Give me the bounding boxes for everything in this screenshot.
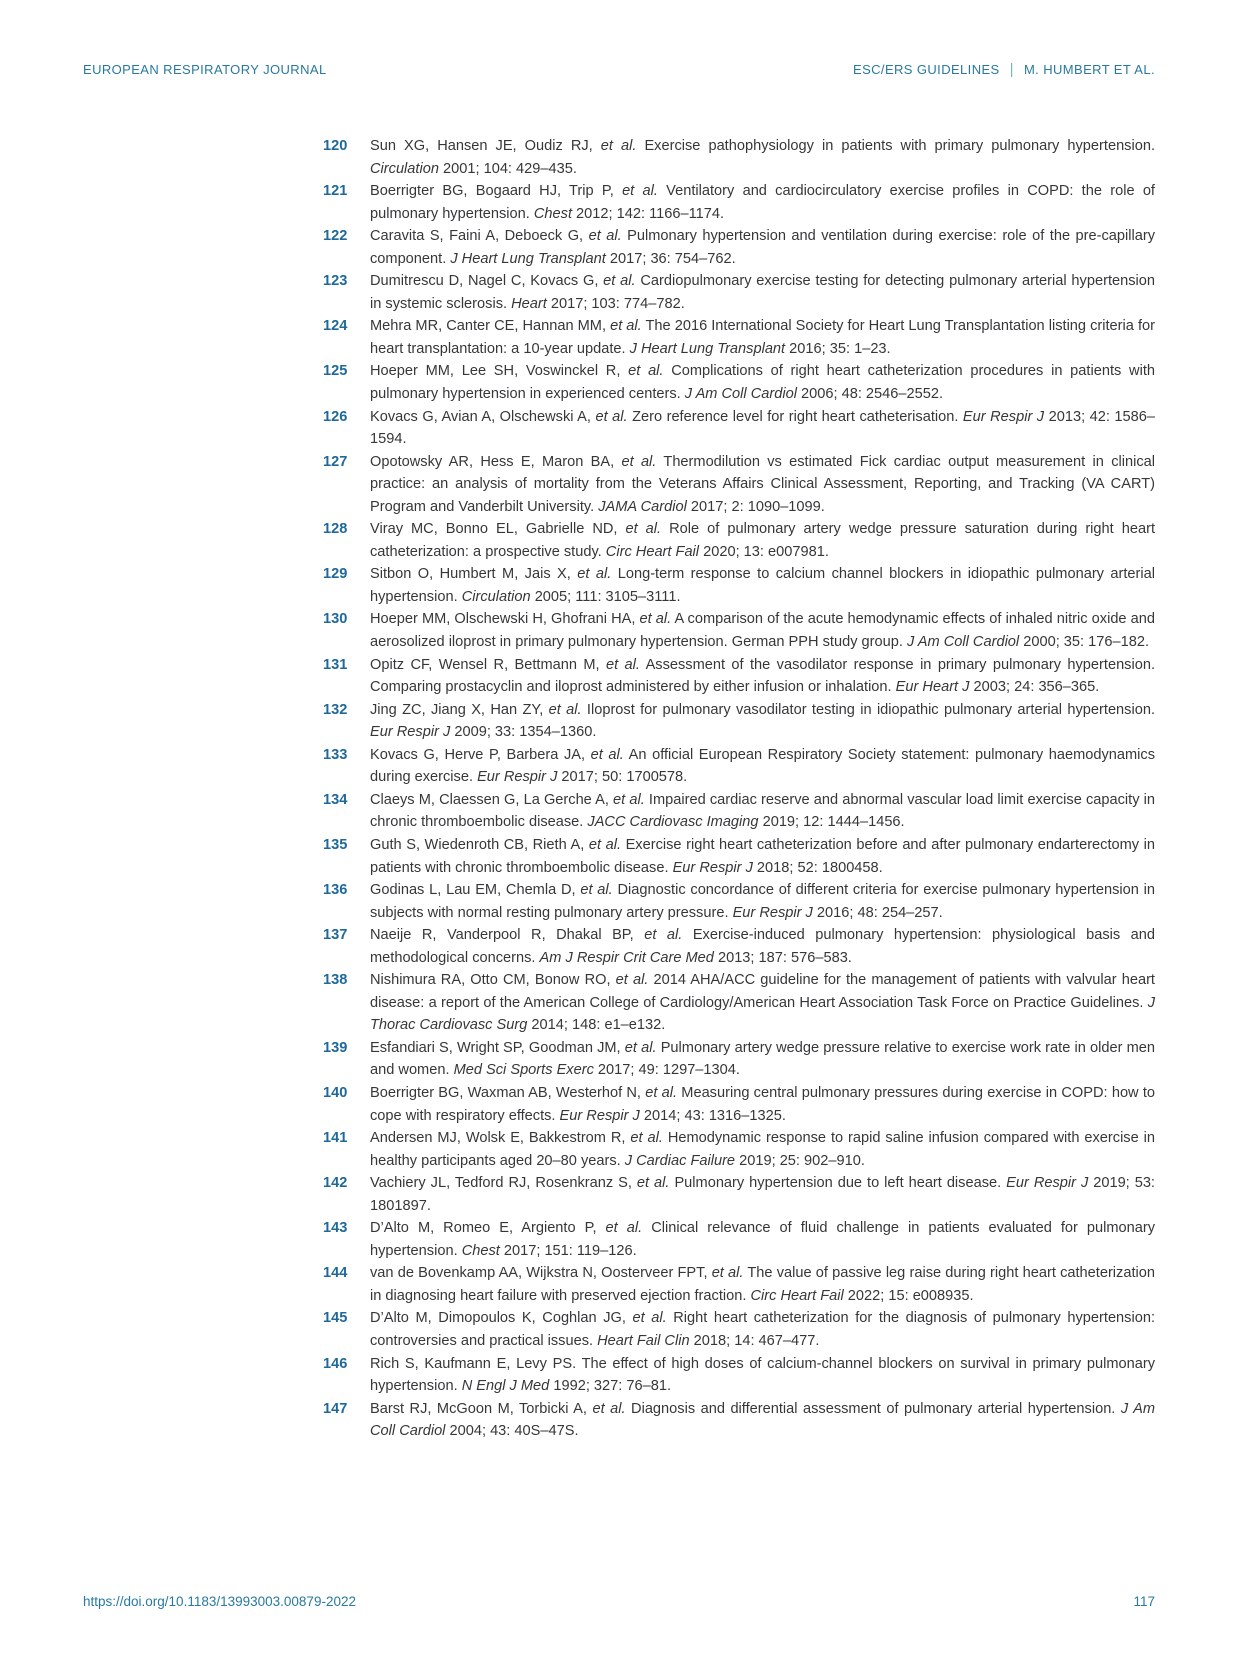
reference-text: Hoeper MM, Olschewski H, Ghofrani HA, et al. A comparison of the acute hemodynamic effects of inhaled nitric oxide and aerosolized iloprost in primary pulmonary hypertension. German PPH study group. J Am Coll Cardiol 2000; 35: 176–182. [370, 611, 1155, 651]
reference-item [323, 1127, 1155, 1172]
reference-item [323, 654, 1155, 699]
reference-number: 144 [323, 1265, 348, 1282]
reference-item [323, 879, 1155, 924]
reference-number: 137 [323, 927, 348, 944]
reference-item [323, 744, 1155, 789]
reference-item [323, 406, 1155, 451]
reference-item [323, 135, 1155, 180]
reference-number: 141 [323, 1130, 348, 1147]
reference-item [323, 1353, 1155, 1398]
reference-item [323, 270, 1155, 315]
reference-number: 138 [323, 972, 348, 989]
reference-text: Guth S, Wiedenroth CB, Rieth A, et al. Exercise right heart catheterization before and after pulmonary endarterectomy in patients with chronic thromboembolic disease. Eur Respir J 2018; 52: 1800458. [370, 836, 1156, 876]
running-authors: M. HUMBERT ET AL. [1023, 62, 1155, 77]
reference-item [323, 699, 1155, 744]
reference-text: Mehra MR, Canter CE, Hannan MM, et al. The 2016 International Society for Heart Lung Transplantation listing criteria for heart transplantation: a 10-year update. J Heart Lung Transplant 2016; 35: 1–23. [370, 318, 1155, 357]
reference-number: 126 [323, 408, 348, 425]
reference-item [323, 608, 1155, 653]
reference-item [323, 924, 1155, 969]
reference-number: 146 [323, 1355, 348, 1372]
reference-text: Sun XG, Hansen JE, Oudiz RJ, et al. Exercise pathophysiology in patients with primary pulmonary hypertension. Circulation 2001; 104: 429–435. [370, 138, 1156, 177]
reference-number: 123 [323, 273, 348, 290]
reference-text: Claeys M, Claessen G, La Gerche A, et al. Impaired cardiac reserve and abnormal vascular load limit exercise capacity in chronic thromboembolic disease. JACC Cardiovasc Imaging 2019; 12: 1444–1456. [370, 791, 1155, 831]
reference-number: 145 [323, 1310, 348, 1327]
reference-text: Barst RJ, McGoon M, Torbicki A, et al. Diagnosis and differential assessment of pulmonary arterial hypertension. J Am Coll Cardiol 2004; 43: 40S–47S. [370, 1400, 1155, 1440]
reference-number: 140 [323, 1084, 348, 1101]
page-number: 117 [1133, 1594, 1155, 1609]
reference-number: 132 [323, 701, 348, 718]
reference-number: 124 [323, 318, 348, 335]
reference-number: 133 [323, 746, 348, 763]
reference-text: Esfandiari S, Wright SP, Goodman JM, et al. Pulmonary artery wedge pressure relative to exercise work rate in older men and women. Med Sci Sports Exerc 2017; 49: 1297–1304. [370, 1039, 1156, 1079]
reference-text: Boerrigter BG, Bogaard HJ, Trip P, et al. Ventilatory and cardiocirculatory exercise profiles in COPD: the role of pulmonary hypertension. Chest 2012; 142: 1166–1174. [370, 183, 1155, 222]
reference-text: D’Alto M, Romeo E, Argiento P, et al. Clinical relevance of fluid challenge in patients evaluated for pulmonary hypertension. Chest 2017; 151: 119–126. [370, 1220, 1156, 1259]
reference-number: 122 [323, 228, 348, 245]
reference-number: 121 [323, 183, 348, 200]
reference-item [323, 563, 1155, 608]
reference-item [323, 1398, 1155, 1443]
reference-number: 120 [323, 138, 348, 154]
reference-text: Dumitrescu D, Nagel C, Kovacs G, et al. Cardiopulmonary exercise testing for detecting pulmonary arterial hypertension in systemic sclerosis. Heart 2017; 103: 774–782. [370, 273, 1156, 312]
header-divider: | [1009, 61, 1014, 78]
reference-text: Sitbon O, Humbert M, Jais X, et al. Long-term response to calcium channel blockers in idiopathic pulmonary arterial hypertension. Circulation 2005; 111: 3105–3111. [370, 566, 1156, 605]
reference-number: 139 [323, 1039, 348, 1056]
reference-number: 147 [323, 1400, 348, 1417]
reference-list [323, 135, 1155, 1443]
reference-item [323, 1037, 1155, 1082]
reference-number: 143 [323, 1220, 348, 1237]
reference-item [323, 1217, 1155, 1262]
reference-text: Naeije R, Vanderpool R, Dhakal BP, et al. Exercise-induced pulmonary hypertension: physiological basis and methodological concerns. Am J Respir Crit Care Med 2013; 187: 576–583. [370, 927, 1156, 966]
reference-number: 130 [323, 611, 348, 628]
reference-item [323, 360, 1155, 405]
section-title: ESC/ERS GUIDELINES [853, 62, 1000, 77]
reference-number: 129 [323, 566, 348, 583]
reference-item [323, 1082, 1155, 1127]
page-header [83, 62, 1155, 77]
reference-text: Andersen MJ, Wolsk E, Bakkestrom R, et al. Hemodynamic response to rapid saline infusion compared with exercise in healthy participants aged 20–80 years. J Cardiac Failure 2019; 25: 902–910. [370, 1130, 1156, 1169]
reference-text: Kovacs G, Avian A, Olschewski A, et al. Zero reference level for right heart catheterisation. Eur Respir J 2013; 42: 1586–1594. [370, 408, 1156, 448]
reference-text: Rich S, Kaufmann E, Levy PS. The effect of high doses of calcium-channel blockers on survival in primary pulmonary hypertension. N Engl J Med 1992; 327: 76–81. [370, 1355, 1155, 1395]
reference-number: 142 [323, 1175, 348, 1192]
reference-number: 135 [323, 836, 348, 853]
reference-text: D’Alto M, Dimopoulos K, Coghlan JG, et al. Right heart catheterization for the diagnosis of pulmonary hypertension: controversies and practical issues. Heart Fail Clin 2018; 14: 467–477. [370, 1310, 1155, 1349]
reference-item [323, 225, 1155, 270]
reference-text: Caravita S, Faini A, Deboeck G, et al. Pulmonary hypertension and ventilation during exercise: role of the pre-capillary component. J Heart Lung Transplant 2017; 36: 754–762. [370, 228, 1156, 267]
reference-text: Jing ZC, Jiang X, Han ZY, et al. Iloprost for pulmonary vasodilator testing in idiopathic pulmonary arterial hypertension. Eur Respir J 2009; 33: 1354–1360. [370, 701, 1155, 741]
reference-text: Nishimura RA, Otto CM, Bonow RO, et al. 2014 AHA/ACC guideline for the management of patients with valvular heart disease: a report of the American College of Cardiology/American Heart Association Task Force on Practice Guidelines. J Thorac Cardiovasc Surg 2014; 148: e1–e132. [370, 972, 1155, 1034]
reference-text: Godinas L, Lau EM, Chemla D, et al. Diagnostic concordance of different criteria for exercise pulmonary hypertension in subjects with normal resting pulmonary artery pressure. Eur Respir J 2016; 48: 254–257. [370, 882, 1155, 921]
reference-item [323, 789, 1155, 834]
reference-number: 134 [323, 791, 348, 808]
reference-number: 125 [323, 363, 348, 380]
reference-text: Opitz CF, Wensel R, Bettmann M, et al. Assessment of the vasodilator response in primary pulmonary hypertension. Comparing prostacyclin and iloprost administered by either infusion or inhalation. Eur Heart J 2003; 24: 356–365. [370, 656, 1156, 696]
page-footer [83, 1594, 1155, 1609]
reference-text: Viray MC, Bonno EL, Gabrielle ND, et al. Role of pulmonary artery wedge pressure saturation during right heart catheterization: a prospective study. Circ Heart Fail 2020; 13: e007981. [370, 521, 1155, 560]
reference-text: Opotowsky AR, Hess E, Maron BA, et al. Thermodilution vs estimated Fick cardiac output measurement in clinical practice: an analysis of mortality from the Veterans Affairs Clinical Assessment, Reporting, and Tracking (VA CART) Program and Vanderbilt University. JAMA Cardiol 2017; 2: 1090–1099. [370, 453, 1155, 515]
reference-item [323, 1307, 1155, 1352]
reference-item [323, 834, 1155, 879]
reference-item [323, 969, 1155, 1037]
reference-number: 127 [323, 453, 348, 470]
doi-link[interactable]: https://doi.org/10.1183/13993003.00879-2022 [83, 1594, 356, 1609]
reference-number: 136 [323, 882, 348, 899]
reference-item [323, 1262, 1155, 1307]
reference-text: van de Bovenkamp AA, Wijkstra N, Oosterveer FPT, et al. The value of passive leg raise during right heart catheterization in diagnosing heart failure with preserved ejection fraction. Circ Heart Fail 2022; 15: e008935. [370, 1265, 1155, 1304]
reference-text: Kovacs G, Herve P, Barbera JA, et al. An official European Respiratory Society statement: pulmonary haemodynamics during exercise. Eur Respir J 2017; 50: 1700578. [370, 746, 1156, 786]
reference-number: 128 [323, 521, 348, 538]
journal-name: EUROPEAN RESPIRATORY JOURNAL [83, 62, 327, 77]
reference-item [323, 1172, 1155, 1217]
reference-text: Boerrigter BG, Waxman AB, Westerhof N, et al. Measuring central pulmonary pressures during exercise in COPD: how to cope with respiratory effects. Eur Respir J 2014; 43: 1316–1325. [370, 1084, 1156, 1124]
reference-number: 131 [323, 656, 348, 673]
header-right [853, 62, 1155, 77]
reference-item [323, 180, 1155, 225]
reference-item [323, 451, 1155, 519]
reference-item [323, 315, 1155, 360]
reference-text: Vachiery JL, Tedford RJ, Rosenkranz S, et al. Pulmonary hypertension due to left heart disease. Eur Respir J 2019; 53: 1801897. [370, 1175, 1155, 1214]
reference-item [323, 518, 1155, 563]
reference-text: Hoeper MM, Lee SH, Voswinckel R, et al. Complications of right heart catheterization procedures in patients with pulmonary hypertension in experienced centers. J Am Coll Cardiol 2006; 48: 2546–2552. [370, 363, 1155, 403]
